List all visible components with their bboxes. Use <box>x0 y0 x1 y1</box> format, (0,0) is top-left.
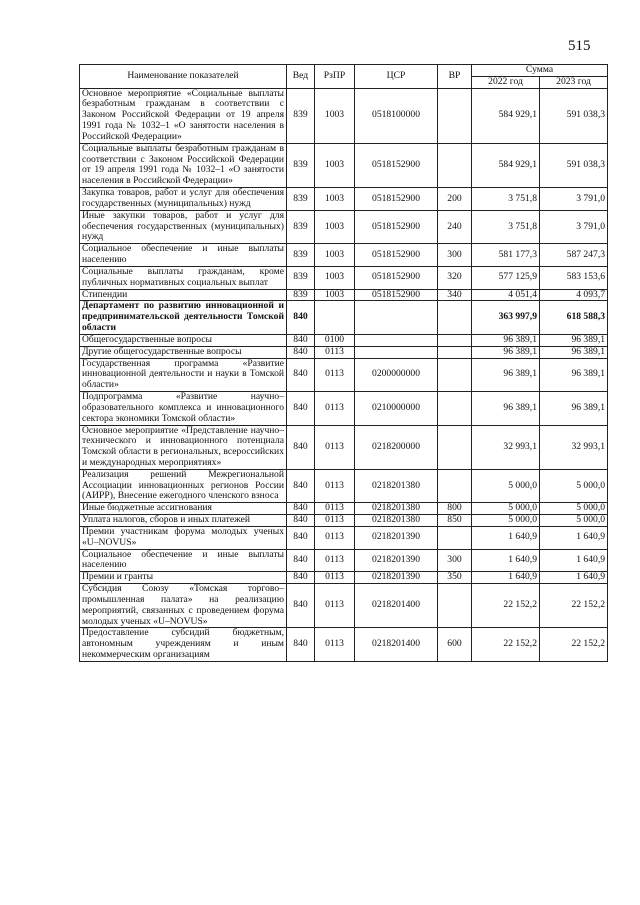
cell-ved: 840 <box>287 392 315 425</box>
header-name: Наименование показателей <box>80 65 287 89</box>
table-row <box>80 392 608 425</box>
cell-2023: 3 791,0 <box>540 188 608 211</box>
table-row <box>80 210 608 243</box>
cell-2023: 5 000,0 <box>540 503 608 515</box>
cell-vr: 350 <box>438 572 472 584</box>
cell-2022: 5 000,0 <box>472 515 540 527</box>
cell-name: Социальное обеспечение и иные выплаты населению <box>80 549 287 572</box>
cell-ved: 840 <box>287 503 315 515</box>
cell-2022: 5 000,0 <box>472 503 540 515</box>
cell-rzpr: 0113 <box>315 549 355 572</box>
table-row <box>80 244 608 267</box>
cell-rzpr: 0113 <box>315 346 355 358</box>
cell-2022: 3 751,8 <box>472 188 540 211</box>
cell-name: Иные бюджетные ассигнования <box>80 503 287 515</box>
header-csr: ЦСР <box>355 65 438 89</box>
table-row <box>80 584 608 628</box>
cell-name: Другие общегосударственные вопросы <box>80 346 287 358</box>
table-row <box>80 515 608 527</box>
cell-csr: 0518152900 <box>355 210 438 243</box>
cell-ved: 840 <box>287 358 315 391</box>
cell-rzpr: 1003 <box>315 266 355 289</box>
cell-csr <box>355 334 438 346</box>
table-row <box>80 549 608 572</box>
cell-vr <box>438 469 472 502</box>
cell-name: Стипендии <box>80 289 287 301</box>
cell-rzpr: 0113 <box>315 358 355 391</box>
cell-vr: 240 <box>438 210 472 243</box>
cell-2022: 96 389,1 <box>472 346 540 358</box>
cell-vr <box>438 346 472 358</box>
cell-vr <box>438 334 472 346</box>
cell-name: Государственная программа «Развитие инновационной деятельности и науки в Томской области» <box>80 358 287 391</box>
cell-vr: 800 <box>438 503 472 515</box>
cell-csr: 0218201380 <box>355 503 438 515</box>
cell-rzpr: 0113 <box>315 425 355 469</box>
cell-name: Иные закупки товаров, работ и услуг для обеспечения государственных (муниципальных) нужд <box>80 210 287 243</box>
cell-2023: 32 993,1 <box>540 425 608 469</box>
cell-rzpr: 1003 <box>315 210 355 243</box>
cell-ved: 839 <box>287 143 315 187</box>
table-row <box>80 628 608 661</box>
cell-ved: 840 <box>287 572 315 584</box>
cell-2023: 96 389,1 <box>540 334 608 346</box>
cell-2023: 591 038,3 <box>540 88 608 143</box>
cell-csr: 0218201390 <box>355 549 438 572</box>
cell-ved: 839 <box>287 244 315 267</box>
cell-2022: 32 993,1 <box>472 425 540 469</box>
cell-2022: 3 751,8 <box>472 210 540 243</box>
cell-rzpr: 0113 <box>315 584 355 628</box>
page-number: 515 <box>568 38 591 54</box>
cell-name: Субсидия Союзу «Томская торгово–промышленная палата» на реализацию мероприятий, связанных с проведением форума молодых ученых «U–NOVUS» <box>80 584 287 628</box>
cell-vr: 320 <box>438 266 472 289</box>
cell-vr <box>438 88 472 143</box>
cell-2022: 5 000,0 <box>472 469 540 502</box>
cell-rzpr: 0113 <box>315 628 355 661</box>
cell-name: Социальное обеспечение и иные выплаты населению <box>80 244 287 267</box>
header-year-2023: 2023 год <box>540 76 608 88</box>
cell-csr: 0218201400 <box>355 628 438 661</box>
cell-name: Департамент по развитию инновационной и предпринимательской деятельности Томской области <box>80 301 287 334</box>
cell-name: Премии участникам форума молодых ученых «U–NOVUS» <box>80 526 287 549</box>
cell-2023: 1 640,9 <box>540 572 608 584</box>
cell-vr <box>438 358 472 391</box>
cell-ved: 839 <box>287 88 315 143</box>
cell-ved: 840 <box>287 549 315 572</box>
table-row <box>80 346 608 358</box>
header-ved: Вед <box>287 65 315 89</box>
table-row <box>80 469 608 502</box>
cell-2023: 1 640,9 <box>540 549 608 572</box>
cell-csr: 0518152900 <box>355 188 438 211</box>
cell-name: Подпрограмма «Развитие научно–образовательного комплекса и инновационного сектора экономики Томской области» <box>80 392 287 425</box>
cell-name: Основное мероприятие «Социальные выплаты безработным гражданам в соответствии с Законом Российской Федерации от 19 апреля 1991 года № 1032–1 «О занятости населения в Российской Федерации» <box>80 88 287 143</box>
cell-2023: 22 152,2 <box>540 628 608 661</box>
cell-vr: 600 <box>438 628 472 661</box>
cell-vr: 850 <box>438 515 472 527</box>
cell-2022: 96 389,1 <box>472 334 540 346</box>
cell-2022: 4 051,4 <box>472 289 540 301</box>
cell-name: Общегосударственные вопросы <box>80 334 287 346</box>
cell-2023: 3 791,0 <box>540 210 608 243</box>
cell-2023: 591 038,3 <box>540 143 608 187</box>
table-row <box>80 301 608 334</box>
cell-2023: 587 247,3 <box>540 244 608 267</box>
cell-ved: 840 <box>287 526 315 549</box>
table-row <box>80 572 608 584</box>
cell-rzpr: 1003 <box>315 244 355 267</box>
cell-vr <box>438 584 472 628</box>
table-row <box>80 358 608 391</box>
cell-2023: 5 000,0 <box>540 469 608 502</box>
cell-name: Предоставление субсидий бюджетным, автономным учреждениям и иным некоммерческим организациям <box>80 628 287 661</box>
cell-2022: 22 152,2 <box>472 584 540 628</box>
cell-rzpr: 0113 <box>315 392 355 425</box>
cell-2023: 96 389,1 <box>540 346 608 358</box>
cell-2022: 581 177,3 <box>472 244 540 267</box>
cell-rzpr: 0113 <box>315 515 355 527</box>
cell-ved: 840 <box>287 584 315 628</box>
table-row <box>80 289 608 301</box>
cell-vr: 340 <box>438 289 472 301</box>
cell-2022: 1 640,9 <box>472 526 540 549</box>
cell-2022: 1 640,9 <box>472 572 540 584</box>
header-rzpr: РзПР <box>315 65 355 89</box>
cell-vr <box>438 143 472 187</box>
table-row <box>80 425 608 469</box>
cell-rzpr: 1003 <box>315 143 355 187</box>
cell-vr <box>438 392 472 425</box>
cell-csr: 0518152900 <box>355 143 438 187</box>
cell-csr: 0518152900 <box>355 289 438 301</box>
cell-name: Социальные выплаты гражданам, кроме публичных нормативных социальных выплат <box>80 266 287 289</box>
cell-2023: 96 389,1 <box>540 392 608 425</box>
cell-csr: 0518152900 <box>355 244 438 267</box>
cell-vr <box>438 526 472 549</box>
cell-name: Закупка товаров, работ и услуг для обеспечения государственных (муниципальных) нужд <box>80 188 287 211</box>
cell-2022: 22 152,2 <box>472 628 540 661</box>
cell-2023: 618 588,3 <box>540 301 608 334</box>
table-row <box>80 526 608 549</box>
cell-ved: 840 <box>287 628 315 661</box>
cell-ved: 839 <box>287 210 315 243</box>
cell-rzpr: 0113 <box>315 572 355 584</box>
cell-vr: 300 <box>438 244 472 267</box>
header-vr: ВР <box>438 65 472 89</box>
table-row <box>80 266 608 289</box>
cell-2023: 22 152,2 <box>540 584 608 628</box>
budget-table <box>79 64 608 662</box>
cell-csr: 0218201380 <box>355 515 438 527</box>
cell-rzpr: 1003 <box>315 188 355 211</box>
table-row <box>80 334 608 346</box>
cell-csr: 0518152900 <box>355 266 438 289</box>
cell-2022: 96 389,1 <box>472 392 540 425</box>
cell-vr: 200 <box>438 188 472 211</box>
cell-ved: 839 <box>287 188 315 211</box>
table-row <box>80 503 608 515</box>
cell-csr <box>355 301 438 334</box>
cell-name: Реализация решений Межрегиональной Ассоциации инновационных регионов России (АИРР), Внесение ежегодного членского взноса <box>80 469 287 502</box>
cell-2022: 577 125,9 <box>472 266 540 289</box>
cell-csr: 0218201390 <box>355 526 438 549</box>
cell-csr: 0218201390 <box>355 572 438 584</box>
cell-rzpr: 0113 <box>315 469 355 502</box>
cell-ved: 840 <box>287 515 315 527</box>
cell-ved: 840 <box>287 469 315 502</box>
cell-name: Основное мероприятие «Представление научно–технического и инновационного потенциала Томской области в региональных, всероссийских и международных мероприятиях» <box>80 425 287 469</box>
cell-csr: 0518100000 <box>355 88 438 143</box>
cell-ved: 840 <box>287 334 315 346</box>
cell-rzpr: 1003 <box>315 289 355 301</box>
table-body <box>80 88 608 661</box>
cell-rzpr: 0100 <box>315 334 355 346</box>
cell-vr <box>438 425 472 469</box>
cell-ved: 839 <box>287 289 315 301</box>
cell-2023: 96 389,1 <box>540 358 608 391</box>
cell-rzpr: 0113 <box>315 526 355 549</box>
cell-2023: 583 153,6 <box>540 266 608 289</box>
cell-csr: 0218201400 <box>355 584 438 628</box>
header-sum: Сумма <box>472 65 608 77</box>
cell-ved: 840 <box>287 301 315 334</box>
cell-csr <box>355 346 438 358</box>
table-row <box>80 88 608 143</box>
table-row <box>80 188 608 211</box>
cell-name: Премии и гранты <box>80 572 287 584</box>
cell-2022: 584 929,1 <box>472 143 540 187</box>
cell-rzpr: 1003 <box>315 88 355 143</box>
cell-rzpr <box>315 301 355 334</box>
cell-name: Уплата налогов, сборов и иных платежей <box>80 515 287 527</box>
cell-2022: 363 997,9 <box>472 301 540 334</box>
cell-csr: 0210000000 <box>355 392 438 425</box>
cell-2022: 96 389,1 <box>472 358 540 391</box>
cell-vr <box>438 301 472 334</box>
cell-2023: 5 000,0 <box>540 515 608 527</box>
cell-2023: 1 640,9 <box>540 526 608 549</box>
cell-ved: 840 <box>287 346 315 358</box>
cell-ved: 839 <box>287 266 315 289</box>
cell-ved: 840 <box>287 425 315 469</box>
cell-2023: 4 093,7 <box>540 289 608 301</box>
cell-2022: 1 640,9 <box>472 549 540 572</box>
cell-csr: 0218201380 <box>355 469 438 502</box>
cell-2022: 584 929,1 <box>472 88 540 143</box>
cell-csr: 0200000000 <box>355 358 438 391</box>
cell-csr: 0218200000 <box>355 425 438 469</box>
table-row <box>80 143 608 187</box>
cell-rzpr: 0113 <box>315 503 355 515</box>
cell-vr: 300 <box>438 549 472 572</box>
cell-name: Социальные выплаты безработным гражданам в соответствии с Законом Российской Федерации от 19 апреля 1991 года № 1032–1 «О занятости населения в Российской Федерации» <box>80 143 287 187</box>
header-year-2022: 2022 год <box>472 76 540 88</box>
